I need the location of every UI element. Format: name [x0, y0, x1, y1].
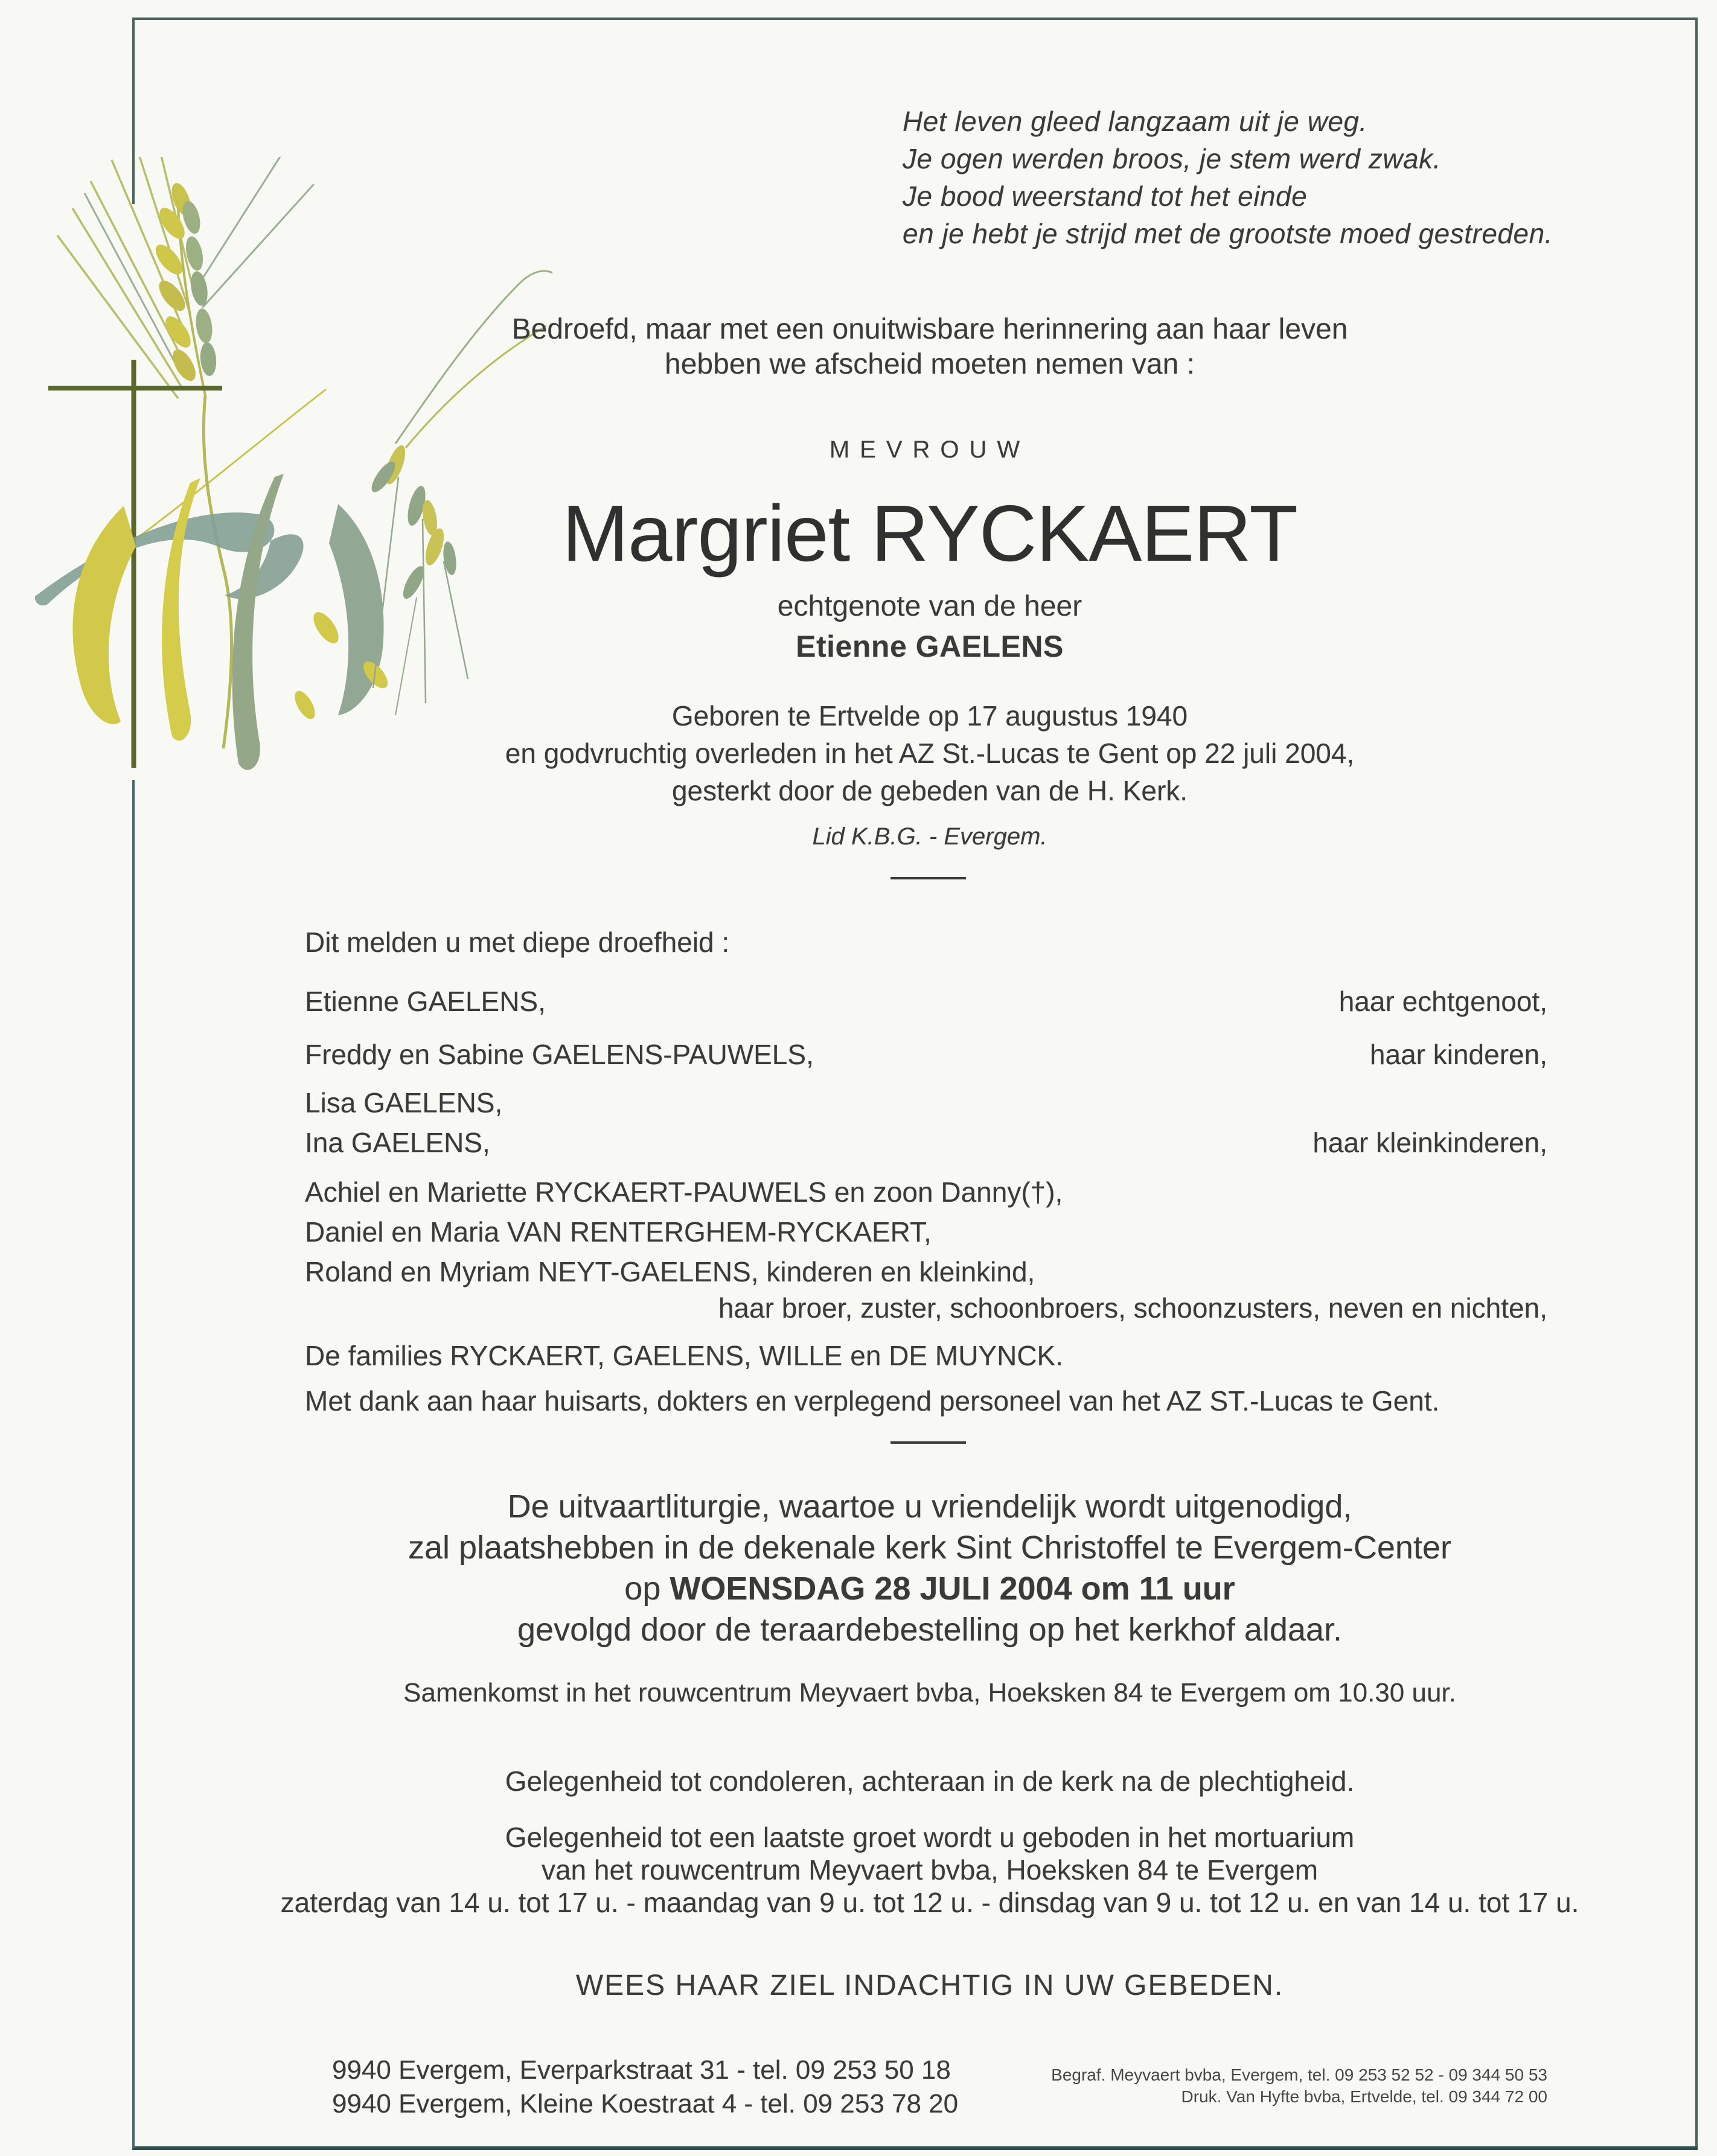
announcement-heading: Dit melden u met diepe droefheid : — [305, 927, 730, 958]
printer-credits — [1051, 2064, 1547, 2108]
family-row — [305, 985, 1547, 1018]
condolence-block — [141, 1821, 1717, 1919]
intro-line: Bedroefd, maar met een onuitwisbare herinnering aan haar leven — [511, 313, 1348, 345]
family-name: Lisa GAELENS, — [305, 1087, 503, 1118]
family-name: Achiel en Mariette RYCKAERT-PAUWELS en zoon Danny(†), — [305, 1176, 1063, 1208]
family-row — [305, 1038, 1547, 1071]
family-row — [305, 1176, 1547, 1208]
deceased-name: Margriet RYCKAERT — [562, 489, 1297, 578]
family-row — [305, 1126, 1547, 1159]
death-line: en godvruchtig overleden in het AZ St.-Lucas te Gent op 22 juli 2004, — [505, 738, 1355, 769]
printer-line: Begraf. Meyvaert bvba, Evergem, tel. 09 253 52 52 - 09 344 50 53 — [1051, 2065, 1547, 2084]
family-row — [305, 1255, 1547, 1288]
prayer-line: WEES HAAR ZIEL INDACHTIG IN UW GEBEDEN. — [575, 1969, 1284, 2001]
poem-line: Je bood weerstand tot het einde — [903, 180, 1308, 212]
family-row — [305, 1292, 1547, 1324]
sacrament-line: gesterkt door de gebeden van de H. Kerk. — [671, 775, 1188, 806]
intro-line: hebben we afscheid moeten nemen van : — [665, 348, 1195, 380]
family-name: Roland en Myriam NEYT-GAELENS, kinderen en kleinkind, — [305, 1256, 1035, 1287]
announcement-intro — [141, 312, 1717, 382]
divider — [890, 1441, 966, 1444]
poem-line: Het leven gleed langzaam uit je weg. — [903, 106, 1367, 137]
family-name: Daniel en Maria VAN RENTERGHEM-RYCKAERT, — [305, 1216, 932, 1248]
service-date-prefix: op — [624, 1571, 670, 1607]
service-line: De uitvaartliturgie, waartoe u vriendelijk wordt uitgenodigd, — [507, 1488, 1352, 1525]
family-name: Etienne GAELENS, — [305, 986, 546, 1017]
service-date-line — [141, 1568, 1717, 1609]
spouse-intro: echtgenote van de heer — [777, 590, 1082, 622]
salutation: MEVROUW — [829, 436, 1031, 463]
family-row — [305, 1086, 1547, 1119]
address-line: 9940 Evergem, Kleine Koestraat 4 - tel. 09 253 78 20 — [332, 2089, 959, 2119]
birth-line: Geboren te Ertvelde op 17 augustus 1940 — [671, 700, 1188, 732]
funeral-home-addresses — [332, 2053, 958, 2121]
gathering-line: Samenkomst in het rouwcentrum Meyvaert bvba, Hoeksken 84 te Evergem om 10.30 uur. — [403, 1678, 1456, 1708]
family-relation: haar kleinkinderen, — [1313, 1127, 1547, 1158]
spouse-name: Etienne GAELENS — [796, 630, 1064, 663]
service-details — [141, 1486, 1717, 1650]
family-relation: haar echtgenoot, — [1338, 986, 1547, 1017]
poem-line: Je ogen werden broos, je stem werd zwak. — [903, 143, 1441, 174]
families-line: De families RYCKAERT, GAELENS, WILLE en DE MUYNCK. — [305, 1340, 1064, 1371]
family-name: Ina GAELENS, — [305, 1127, 490, 1158]
family-relation: haar broer, zuster, schoonbroers, schoonzusters, neven en nichten, — [718, 1292, 1547, 1324]
service-line: zal plaatshebben in de dekenale kerk Sint Christoffel te Evergem-Center — [408, 1529, 1451, 1566]
condolence-line: van het rouwcentrum Meyvaert bvba, Hoeksken 84 te Evergem — [541, 1854, 1319, 1886]
condolence-line: Gelegenheid tot condoleren, achteraan in de kerk na de plechtigheid. — [505, 1765, 1355, 1797]
divider — [890, 877, 966, 879]
membership-line: Lid K.B.G. - Evergem. — [812, 823, 1047, 850]
service-line: gevolgd door de teraardebestelling op het kerkhof aldaar. — [517, 1612, 1342, 1648]
family-row — [305, 1216, 1547, 1248]
poem-line: en je hebt je strijd met de grootste moed gestreden. — [903, 218, 1553, 249]
thanks-line: Met dank aan haar huisarts, dokters en verplegend personeel van het AZ ST.-Lucas te Gent. — [305, 1385, 1440, 1417]
memorial-poem — [903, 103, 1553, 252]
printer-line: Druk. Van Hyfte bvba, Ertvelde, tel. 09 344 72 00 — [1181, 2087, 1547, 2106]
life-dates — [141, 697, 1717, 809]
service-date: WOENSDAG 28 JULI 2004 om 11 uur — [670, 1571, 1235, 1607]
condolence-line: Gelegenheid tot een laatste groet wordt u geboden in het mortuarium — [505, 1822, 1355, 1853]
address-line: 9940 Evergem, Everparkstraat 31 - tel. 09 253 50 18 — [332, 2055, 951, 2085]
family-relation: haar kinderen, — [1369, 1039, 1547, 1070]
family-name: Freddy en Sabine GAELENS-PAUWELS, — [305, 1039, 814, 1070]
condolence-line: zaterdag van 14 u. tot 17 u. - maandag van 9 u. tot 12 u. - dinsdag van 9 u. tot 12 u. en van 14 u. tot 17 u. — [280, 1887, 1579, 1918]
